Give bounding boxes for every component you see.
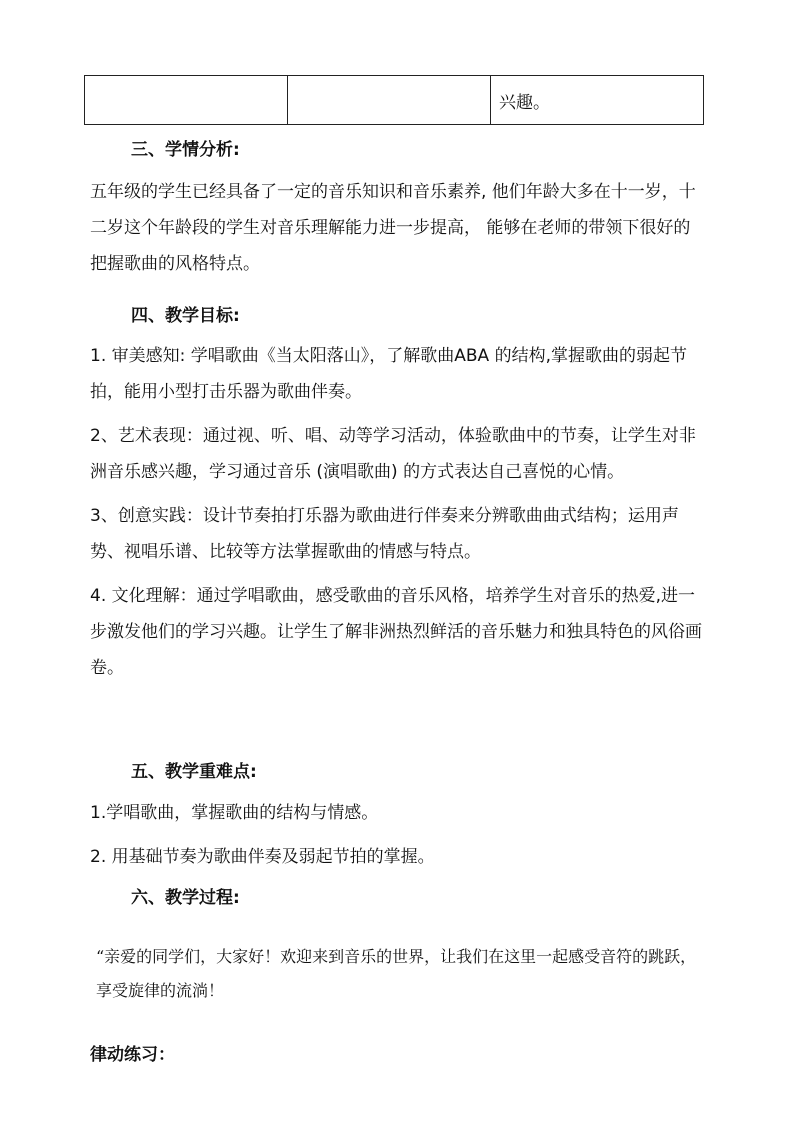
rhythm-practice-label: 律动练习： [90, 1045, 175, 1065]
continuation-table [84, 75, 704, 125]
goal-item: 2、艺术表现：通过视、听、唱、动等学习活动，体验歌曲中的节奏，让学生对非洲音乐感兴趣，学习通过音乐 (演唱歌曲) 的方式表达自己喜悦的心情。 [90, 426, 696, 482]
section-heading-key-points: 五、教学重难点: [131, 762, 257, 782]
greeting-quote: “亲爱的同学们，大家好！欢迎来到音乐的世界，让我们在这里一起感受音符的跳跃，享受旋律的流淌！ [96, 947, 697, 1000]
table-cell [288, 76, 491, 125]
teaching-goals-list [90, 338, 706, 686]
goal-item: 4. 文化理解：通过学唱歌曲，感受歌曲的音乐风格，培养学生对音乐的热爱,进一步激发他们的学习兴趣。让学生了解非洲热烈鲜活的音乐魅力和独具特色的风俗画卷。 [90, 586, 702, 678]
table-cell [85, 76, 288, 125]
key-point-item: 2. 用基础节奏为歌曲伴奏及弱起节拍的掌握。 [90, 847, 435, 867]
section-heading-learning-analysis: 三、学情分析: [131, 140, 240, 160]
goal-item: 1. 审美感知: 学唱歌曲《当太阳落山》，了解歌曲ABA 的结构,掌握歌曲的弱起节拍，能用小型打击乐器为歌曲伴奏。 [90, 346, 687, 402]
table-row [85, 76, 704, 125]
paragraph: 五年级的学生已经具备了一定的音乐知识和音乐素养, 他们年龄大多在十一岁，十二岁这个年龄段的学生对音乐理解能力进一步提高， 能够在老师的带领下很好的把握歌曲的风格特点。 [90, 182, 696, 274]
section-heading-teaching-goals: 四、教学目标: [131, 306, 240, 326]
goal-item: 3、创意实践：设计节奏拍打乐器为歌曲进行伴奏来分辨歌曲曲式结构；运用声势、视唱乐谱、比较等方法掌握歌曲的情感与特点。 [90, 506, 679, 562]
key-points-list [90, 795, 706, 875]
key-point-item: 1.学唱歌曲，掌握歌曲的结构与情感。 [90, 803, 379, 823]
section-heading-teaching-process: 六、教学过程: [131, 888, 240, 908]
table-cell: 兴趣。 [491, 76, 704, 125]
learning-analysis-text [90, 174, 706, 282]
